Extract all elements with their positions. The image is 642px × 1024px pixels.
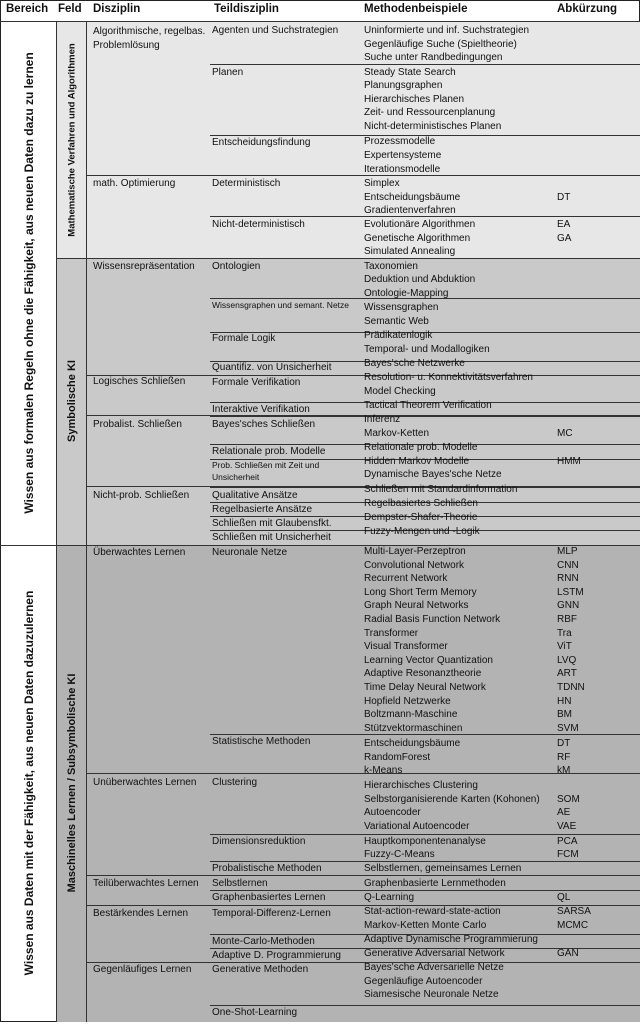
method-name: Visual Transformer [364,641,448,653]
method-name: Prädikatenlogik [364,330,433,341]
teildisziplin-label: Regelbasierte Ansätze [212,504,313,515]
feld-label-maschinelles-lernen: Maschinelles Lernen / Subsymbolische KI [66,673,78,893]
teildisziplin-label: Generative Methoden [212,964,309,975]
teildisziplin-label: Qualitative Ansätze [212,490,298,501]
method-abbreviation: RBF [557,614,577,625]
header-feld: Feld [58,3,82,15]
method-name: Fuzzy-Mengen und -Logik [364,525,480,537]
method-name: Temporal- und Modallogiken [364,343,490,355]
method-name: Time Delay Neural Network [364,682,486,693]
disziplin-label: Logisches Schließen [93,376,186,387]
method-name: Variational Autoencoder [364,821,470,832]
disziplin-label: Nicht-prob. Schließen [93,490,190,501]
method-name: Genetische Algorithmen [364,232,471,244]
disziplin-label: Bestärkendes Lernen [93,908,189,919]
method-abbreviation: EA [557,219,571,230]
teildisziplin-label: Entscheidungsfindung [212,137,311,148]
teildisziplin-label: Quantifiz. von Unsicherheit [212,362,332,373]
feld-label-mathematische-verfahren: Mathematische Verfahren und Algorithmen [66,43,78,237]
method-name: Resolution- u. Konnektivitätsverfahren [364,372,533,383]
bereich-label-regeln: Wissen aus formalen Regeln ohne die Fähigkeit, aus neuen Daten dazu zu lernen [22,52,36,514]
teildisziplin-label: Statistische Methoden [212,736,311,747]
method-name: Hidden Markov Modelle [364,455,470,467]
method-name: Schließen mit Standardinformation [364,484,518,495]
method-abbreviation: BM [557,709,572,721]
method-abbreviation: MCMC [557,920,589,931]
method-name: Prozessmodelle [364,136,436,147]
teildisziplin-label: Relationale prob. Modelle [212,446,326,457]
method-abbreviation: HMM [557,455,581,467]
method-abbreviation: LSTM [557,586,584,598]
method-name: Entscheidungsbäume [364,738,461,749]
teildisziplin-label: Formale Logik [212,333,276,344]
method-name: Wissensgraphen [364,302,439,313]
method-name: Markov-Ketten Monte Carlo [364,920,487,931]
method-name: Hauptkomponentenanalyse [364,835,486,847]
teildisziplin-label: Neuronale Netze [212,547,288,558]
method-name: Bayes'sche Adversarielle Netze [364,962,504,973]
method-name: Graphenbasierte Lernmethoden [364,878,506,889]
method-abbreviation: MC [557,427,573,439]
method-abbreviation: DT [557,191,571,203]
header-abkuerzung: Abkürzung [557,3,618,15]
method-name: Autoencoder [364,807,421,819]
method-name: Entscheidungsbäume [364,191,461,203]
header-methodenbeispiele: Methodenbeispiele [364,3,468,15]
method-name: Learning Vector Quantization [364,654,493,666]
teildisziplin-divider [210,416,640,417]
method-name: Convolutional Network [364,559,465,571]
method-abbreviation: GAN [557,948,579,959]
method-abbreviation: LVQ [557,654,577,666]
teildisziplin-label: Selbstlernen [212,878,268,889]
teildisziplin-label: Interaktive Verifikation [212,404,310,415]
method-abbreviation: ART [557,668,577,680]
method-name: k-Means [364,765,403,777]
method-name: Hopfield Netzwerke [364,695,451,707]
method-name: Stützvektormaschinen [364,722,463,734]
header-divider [0,21,640,22]
teildisziplin-label: Prob. Schließen mit Zeit und [212,460,320,470]
teildisziplin-label: Schließen mit Glaubensfkt. [212,518,332,529]
teildisziplin-label: Temporal-Differenz-Lernen [212,908,331,919]
teildisziplin-label: Unsicherheit [212,472,260,482]
method-name: Model Checking [364,385,436,397]
teildisziplin-label: Planen [212,67,244,78]
method-name: Uninformierte und inf. Suchstrategien [364,25,530,36]
method-name: Adaptive Dynamische Programmierung [364,933,538,945]
header-teildisziplin: Teildisziplin [214,3,279,15]
method-name: Stat-action-reward-state-action [364,905,501,917]
method-name: Transformer [364,627,419,639]
method-name: Suche unter Randbedingungen [364,52,503,64]
feld-divider [57,258,640,259]
teildisziplin-label: One-Shot-Learning [212,1007,298,1018]
method-abbreviation: DT [557,738,571,749]
method-name: Deduktion und Abduktion [364,274,476,286]
teildisziplin-label: Schließen mit Unsicherheit [212,532,331,543]
method-name: Q-Learning [364,892,415,903]
disziplin-label: Unüberwachtes Lernen [93,777,197,788]
header-disziplin: Disziplin [93,3,141,15]
method-name: Generative Adversarial Network [364,948,505,959]
method-name: Ontologie-Mapping [364,287,449,299]
method-name: Multi-Layer-Perzeptron [364,546,466,557]
method-abbreviation: HN [557,695,572,707]
teildisziplin-label: Ontologien [212,261,261,272]
teildisziplin-label: Bayes'sches Schließen [212,419,316,430]
method-name: Steady State Search [364,66,456,78]
method-abbreviation: TDNN [557,682,585,693]
method-name: Markov-Ketten [364,427,430,439]
method-name: Fuzzy-C-Means [364,849,435,861]
method-abbreviation: ViT [557,641,572,653]
method-name: Taxonomien [364,260,418,272]
method-name: Gradientenverfahren [364,205,456,217]
disziplin-label: Wissensrepräsentation [93,261,195,272]
method-name: Recurrent Network [364,573,448,585]
column-divider-feld [86,21,87,1022]
feld-label-symbolische-ki: Symbolische KI [66,360,78,442]
disziplin-label: Überwachtes Lernen [93,547,186,558]
bereich-label-daten: Wissen aus Daten mit der Fähigkeit, aus neuen Daten dazuzulernen [22,590,36,976]
teildisziplin-divider [210,773,640,774]
teildisziplin-label: Wissensgraphen und semant. Netze [212,300,350,310]
method-name: Graph Neural Networks [364,600,469,612]
method-name: Siamesische Neuronale Netze [364,989,499,1001]
method-abbreviation: MLP [557,546,578,557]
method-abbreviation: VAE [557,821,577,832]
method-name: Tactical Theorem Verification [364,400,492,411]
method-abbreviation: RNN [557,573,579,585]
method-name: Radial Basis Function Network [364,614,501,625]
method-name: Simplex [364,178,400,189]
method-abbreviation: SARSA [557,905,591,917]
method-name: Expertensysteme [364,150,442,161]
disziplin-label: Algorithmische, regelbas. [93,26,206,37]
method-name: Hierarchisches Planen [364,93,465,105]
method-name: Hierarchisches Clustering [364,780,478,791]
method-name: Zeit- und Ressourcenplanung [364,107,496,119]
teildisziplin-label: Formale Verifikation [212,377,301,388]
disziplin-label: math. Optimierung [93,178,176,189]
method-abbreviation: SOM [557,793,580,805]
method-name: Iterationsmodelle [364,164,441,175]
method-abbreviation: GNN [557,600,580,612]
method-name: Regelbasiertes Schließen [364,497,478,509]
method-name: Boltzmann-Maschine [364,709,458,721]
method-name: Inferenz [364,414,401,425]
method-name: RandomForest [364,751,431,763]
block-mathematische-verfahren [57,22,640,258]
method-name: Nicht-deterministisches Planen [364,121,502,132]
method-abbreviation: SVM [557,722,579,734]
method-name: Long Short Term Memory [364,586,477,598]
method-abbreviation: GA [557,232,572,244]
disziplin-label: Teilüberwachtes Lernen [93,878,199,889]
teildisziplin-label: Adaptive D. Programmierung [212,950,341,961]
teildisziplin-label: Agenten und Suchstrategien [212,25,339,36]
method-name: Semantic Web [364,315,429,327]
method-abbreviation: PCA [557,835,578,847]
method-name: Relationale prob. Modelle [364,441,478,453]
method-name: Dempster-Shafer-Theorie [364,512,478,523]
column-divider-bereich [56,21,57,1022]
method-name: Selbstlernen, gemeinsames Lernen [364,863,522,874]
teildisziplin-label: Graphenbasiertes Lernen [212,892,326,903]
method-abbreviation: RF [557,751,571,763]
teildisziplin-label: Monte-Carlo-Methoden [212,936,315,947]
method-abbreviation: FCM [557,849,579,861]
method-name: Bayes'sche Netzwerke [364,357,465,369]
teildisziplin-label: Dimensionsreduktion [212,836,306,847]
method-name: Selbstorganisierende Karten (Kohonen) [364,793,540,805]
teildisziplin-label: Nicht-deterministisch [212,219,305,230]
method-name: Adaptive Resonanztheorie [364,668,482,680]
method-abbreviation: kM [557,765,571,777]
method-name: Gegenläufige Autoencoder [364,975,483,987]
disziplin-label: Problemlösung [93,39,160,51]
disziplin-label: Gegenläufiges Lernen [93,964,192,975]
method-abbreviation: QL [557,892,571,903]
teildisziplin-label: Probalistische Methoden [212,863,322,874]
method-abbreviation: Tra [557,627,572,639]
method-name: Simulated Annealing [364,246,456,258]
method-name: Evolutionäre Algorithmen [364,219,476,230]
header-bereich: Bereich [6,3,49,15]
disziplin-label: Probalist. Schließen [93,419,182,430]
method-abbreviation: CNN [557,559,579,571]
teildisziplin-label: Clustering [212,777,258,788]
method-name: Planungsgraphen [364,80,443,92]
method-name: Dynamische Bayes'sche Netze [364,469,502,481]
method-abbreviation: AE [557,807,571,819]
method-name: Gegenläufige Suche (Spieltheorie) [364,38,517,50]
teildisziplin-label: Deterministisch [212,178,281,189]
